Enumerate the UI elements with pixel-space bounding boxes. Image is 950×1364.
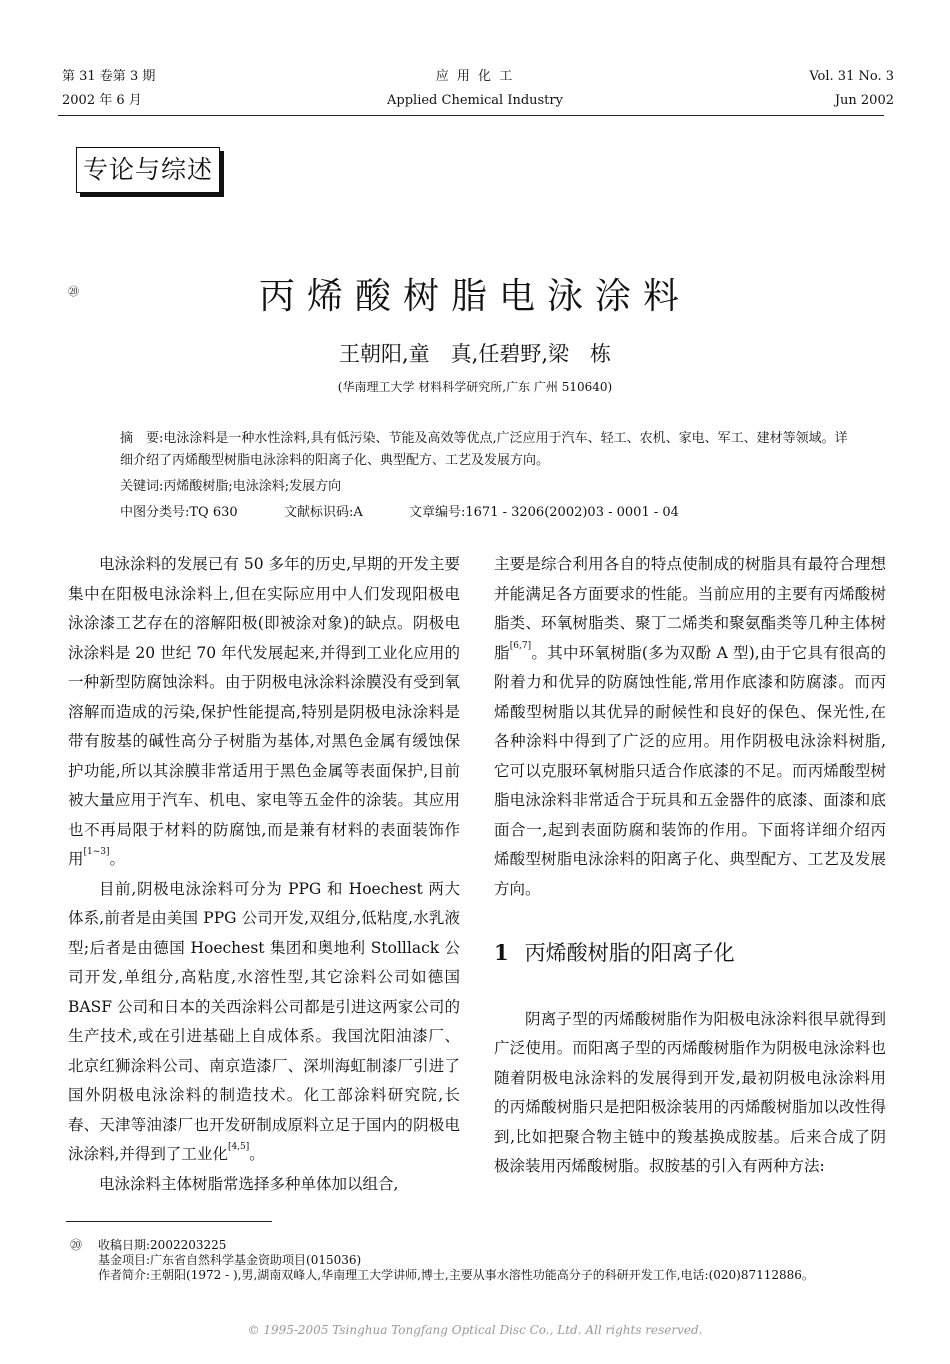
paragraph: 目前,阴极电泳涂料可分为 PPG 和 Hoechest 两大体系,前者是由美国 PPG 公司开发,双组分,低粘度,水乳液型;后者是由德国 Hoechest 集团和奥地利 Stolllack 公司开发,单组分,高粘度,水溶性型,其它涂料公司如德国 BASF 公司和日本的关西涂料公司都是引进这两家公司的生产技术,或在引进基础上自成体系。我国沈阳油漆厂、北京红狮涂料公司、南京造漆厂、深圳海虹制漆厂引进了国外阴极电泳涂料的制造技术。化工部涂料研究院,长春、天津等油漆厂也开发研制成原料立足于国内的阴极电泳涂料,并得到了工业化[4,5]。 xyxy=(68,879,460,1163)
abstract xyxy=(120,428,860,472)
journal-title-en: Applied Chemical Industry xyxy=(387,93,563,108)
footnote-rule xyxy=(66,1221,272,1222)
journal-title-cn: 应 用 化 工 xyxy=(435,69,515,84)
citation: [4,5] xyxy=(227,1142,250,1152)
title-mark: ⑳ xyxy=(68,285,79,298)
keywords: 关键词:丙烯酸树脂;电泳涂料;发展方向 xyxy=(120,479,342,494)
citation: [6,7] xyxy=(509,640,532,651)
section-heading xyxy=(494,938,886,969)
abstract-label: 摘 要: xyxy=(120,431,164,446)
body-column-right xyxy=(494,550,886,1182)
authors: 王朝阳,童 真,任碧野,梁 栋 xyxy=(338,342,612,366)
document-code: 文献标识码:A xyxy=(283,505,363,520)
journal-date-en: Jun 2002 xyxy=(834,93,894,108)
affiliation: (华南理工大学 材料科学研究所,广东 广州 510640) xyxy=(337,380,613,394)
journal-volume-en: Vol. 31 No. 3 xyxy=(809,69,894,84)
section-number: 1 xyxy=(494,940,509,965)
classification-row xyxy=(120,502,860,524)
paragraph: 阴离子型的丙烯酸树脂作为阳极电泳涂料很早就得到广泛使用。而阳离子型的丙烯酸树脂作为阴极电泳涂料也随着阴极电泳涂料的发展得到开发,最初阴极电泳涂料用的丙烯酸树脂只是把阳极涂装用的丙烯酸树脂加以改性得到,比如把聚合物主链中的羧基换成胺基。后来合成了阴极涂装用丙烯酸树脂。叔胺基的引入有两种方法: xyxy=(494,1009,886,1175)
header-rule xyxy=(58,115,884,116)
journal-volume: 第 31 卷第 3 期 xyxy=(62,69,156,84)
journal-date: 2002 年 6 月 xyxy=(62,93,142,108)
abstract-text: 电泳涂料是一种水性涂料,具有低污染、节能及高效等优点,广泛应用于汽车、轻工、农机、家电、军工、建材等领域。详细介绍了丙烯酸型树脂电泳涂料的阳离子化、典型配方、工艺及发展方向。 xyxy=(120,431,848,468)
paragraph: 电泳涂料的发展已有 50 多年的历史,早期的开发主要集中在阳极电泳涂料上,但在实际应用中人们发现阳极电泳涂漆工艺存在的溶解阳极(即被涂对象)的缺点。阴极电泳涂料是 20 世纪 70 年代发展起来,并得到工业化应用的一种新型防腐蚀涂料。由于阴极电泳涂料涂膜没有受到氧溶解而造成的污染,保护性能提高,特别是阴极电泳涂料是带有胺基的碱性高分子树脂为基体,对黑色金属有缓蚀保护功能,所以其涂膜非常适用于黑色金属等表面保护,目前被大量应用于汽车、机电、家电等五金件的涂装。其应用也不再局限于材料的防腐蚀,而是兼有材料的表面装饰作用[1~3]。 xyxy=(68,555,460,868)
section-label: 专论与综述 xyxy=(76,147,220,193)
citation: [1~3] xyxy=(83,847,110,857)
body-column-left xyxy=(68,550,460,1199)
paragraph: 电泳涂料主体树脂常选择多种单体加以组合, xyxy=(99,1174,399,1193)
footnote xyxy=(70,1238,890,1283)
paper-title: 丙烯酸树脂电泳涂料 xyxy=(258,276,691,317)
fund-info: 基金项目:广东省自然科学基金资助项目(015036) xyxy=(98,1253,362,1267)
clc-number: 中图分类号:TQ 630 xyxy=(120,505,238,520)
received-date: 收稿日期:2002203225 xyxy=(98,1238,227,1252)
author-bio: 作者简介:王朝阳(1972 - ),男,湖南双峰人,华南理工大学讲师,博士,主要从事水溶性功能高分子的科研开发工作,电话:(020)87112886。 xyxy=(98,1268,814,1282)
paragraph: 主要是综合利用各自的特点使制成的树脂具有最符合理想并能满足各方面要求的性能。当前应用的主要有丙烯酸树脂类、环氧树脂类、聚丁二烯类和聚氨酯类等几种主体树脂[6,7]。其中环氧树脂(多为双酚 A 型),由于它具有很高的附着力和优异的防腐蚀性能,常用作底漆和防腐漆。而丙烯酸型树脂以其优异的耐候性和良好的保色、保光性,在各种涂料中得到了广泛的应用。用作阴极电泳涂料树脂,它可以克服环氧树脂只适合作底漆的不足。而丙烯酸型树脂电泳涂料非常适合于玩具和五金器件的底漆、面漆和底面合一,起到表面防腐和装饰的作用。下面将详细介绍丙烯酸型树脂电泳涂料的阳离子化、典型配方、工艺及发展方向。 xyxy=(494,555,886,898)
copyright-notice: © 1995-2005 Tsinghua Tongfang Optical Disc Co., Ltd. All rights reserved. xyxy=(247,1323,703,1337)
article-number: 文章编号:1671 - 3206(2002)03 - 0001 - 04 xyxy=(409,505,679,520)
footnote-mark: ⑳ xyxy=(70,1238,83,1252)
section-heading-text: 丙烯酸树脂的阳离子化 xyxy=(524,941,735,965)
